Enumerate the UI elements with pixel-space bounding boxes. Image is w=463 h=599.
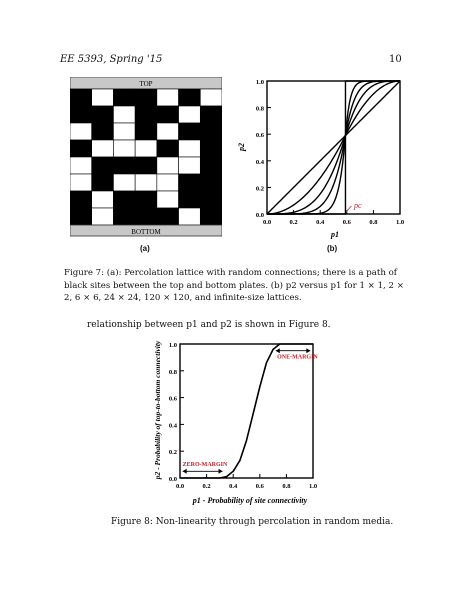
lattice-site bbox=[157, 106, 179, 123]
lattice-site bbox=[113, 123, 135, 140]
lattice-site bbox=[70, 123, 92, 140]
x-tick-label: 0.2 bbox=[289, 219, 298, 226]
pc-pointer bbox=[346, 206, 351, 211]
percolation-lattice bbox=[70, 77, 222, 242]
lattice-site bbox=[70, 140, 92, 157]
lattice-site bbox=[92, 89, 114, 106]
x-tick-label: 0.0 bbox=[262, 219, 272, 226]
lattice-site bbox=[157, 191, 179, 208]
lattice-site bbox=[92, 123, 114, 140]
panel-b-label: (b) bbox=[327, 244, 338, 253]
y-tick-label: 1.0 bbox=[168, 342, 177, 349]
bottom-plate-label: BOTTOM bbox=[131, 228, 161, 236]
lattice-site bbox=[70, 106, 92, 123]
series-line bbox=[180, 344, 313, 478]
x-tick-label: 0.6 bbox=[255, 483, 264, 490]
lattice-site bbox=[92, 106, 114, 123]
lattice-site bbox=[113, 191, 135, 208]
lattice-site bbox=[200, 106, 222, 123]
figure8-caption: Figure 8: Non-linearity through percolation in random media. bbox=[111, 517, 394, 527]
y-tick-label: 0.6 bbox=[255, 132, 264, 140]
lattice-site bbox=[92, 208, 114, 225]
lattice-site bbox=[135, 89, 157, 106]
figure7-caption: Figure 7: (a): Percolation lattice with random connections; there is a path of black sites between the top and bottom plates. (b) p2 versus p1 for 1 × 1, 2 × 2, 6 × 6, 24 × 24, 120 × 120, and infinite-size lattices. bbox=[64, 268, 404, 303]
series-line bbox=[267, 81, 400, 214]
lattice-grid bbox=[70, 89, 222, 225]
x-tick-label: 0.2 bbox=[202, 483, 211, 490]
pc-annotation: pc bbox=[354, 201, 362, 210]
x-tick-label: 0.4 bbox=[316, 219, 325, 226]
running-header: EE 5393, Spring '15 bbox=[60, 54, 163, 65]
y-tick-label: 0.4 bbox=[168, 422, 177, 430]
lattice-site bbox=[200, 191, 222, 208]
y-tick-label: 0.4 bbox=[255, 158, 264, 166]
lattice-site bbox=[135, 157, 157, 174]
lattice-site bbox=[179, 157, 201, 174]
lattice-site bbox=[70, 89, 92, 106]
lattice-site bbox=[157, 89, 179, 106]
x-tick-label: 0.4 bbox=[229, 483, 238, 490]
lattice-site bbox=[179, 208, 201, 225]
x-axis-label: p1 - Probability of site connectivity bbox=[192, 496, 308, 505]
y-tick-label: 0.0 bbox=[168, 476, 177, 483]
lattice-site bbox=[113, 157, 135, 174]
lattice-site bbox=[135, 174, 157, 191]
lattice-site bbox=[200, 157, 222, 174]
x-tick-label: 0.0 bbox=[175, 483, 185, 490]
y-tick-label: 0.2 bbox=[255, 185, 264, 193]
zero-margin-label: ZERO-MARGIN bbox=[182, 461, 228, 468]
x-axis-label: p1 bbox=[331, 230, 339, 239]
x-tick-label: 0.8 bbox=[369, 219, 378, 226]
lattice-site bbox=[135, 208, 157, 225]
panel-a-label: (a) bbox=[140, 244, 150, 253]
lattice-site bbox=[157, 157, 179, 174]
lattice-site bbox=[113, 106, 135, 123]
lattice-site bbox=[92, 157, 114, 174]
body-paragraph: relationship between p1 and p2 is shown in Figure 8. bbox=[87, 320, 331, 330]
x-tick-label: 1.0 bbox=[395, 219, 405, 226]
lattice-site bbox=[135, 140, 157, 157]
y-axis-label: p2 - Probability of top-to-bottom connectivity bbox=[153, 340, 162, 480]
x-tick-label: 0.6 bbox=[342, 219, 351, 226]
y-tick-label: 0.0 bbox=[255, 212, 264, 219]
lattice-site bbox=[92, 191, 114, 208]
y-tick-label: 0.8 bbox=[255, 105, 264, 113]
lattice-site bbox=[113, 140, 135, 157]
lattice-site bbox=[70, 157, 92, 174]
y-tick-label: 0.6 bbox=[168, 395, 177, 403]
lattice-site bbox=[70, 208, 92, 225]
lattice-site bbox=[135, 191, 157, 208]
page-number: 10 bbox=[389, 54, 402, 65]
p2-vs-p1-chart bbox=[230, 72, 410, 247]
lattice-site bbox=[157, 208, 179, 225]
lattice-site bbox=[113, 89, 135, 106]
lattice-site bbox=[179, 140, 201, 157]
lattice-site bbox=[157, 123, 179, 140]
plot-frame bbox=[180, 344, 313, 478]
lattice-site bbox=[179, 89, 201, 106]
y-tick-label: 0.2 bbox=[168, 449, 177, 457]
one-margin-label: ONE-MARGIN bbox=[277, 354, 318, 361]
lattice-site bbox=[200, 174, 222, 191]
y-axis-label: p2 bbox=[237, 143, 246, 151]
lattice-site bbox=[200, 123, 222, 140]
lattice-site bbox=[113, 174, 135, 191]
x-tick-label: 1.0 bbox=[308, 483, 318, 490]
lattice-site bbox=[179, 123, 201, 140]
lattice-site bbox=[157, 140, 179, 157]
y-tick-label: 1.0 bbox=[255, 79, 264, 86]
lattice-site bbox=[179, 191, 201, 208]
lattice-site bbox=[92, 174, 114, 191]
lattice-site bbox=[135, 123, 157, 140]
lattice-site bbox=[113, 208, 135, 225]
lattice-site bbox=[200, 140, 222, 157]
lattice-site bbox=[179, 106, 201, 123]
x-tick-label: 0.8 bbox=[282, 483, 291, 490]
lattice-site bbox=[70, 191, 92, 208]
percolation-nonlinearity-chart bbox=[140, 335, 340, 510]
lattice-site bbox=[92, 140, 114, 157]
lattice-site bbox=[135, 106, 157, 123]
lattice-site bbox=[179, 174, 201, 191]
y-tick-label: 0.8 bbox=[168, 368, 177, 376]
lattice-site bbox=[200, 208, 222, 225]
lattice-site bbox=[200, 89, 222, 106]
lattice-site bbox=[157, 174, 179, 191]
top-plate-label: TOP bbox=[139, 80, 153, 88]
lattice-site bbox=[70, 174, 92, 191]
